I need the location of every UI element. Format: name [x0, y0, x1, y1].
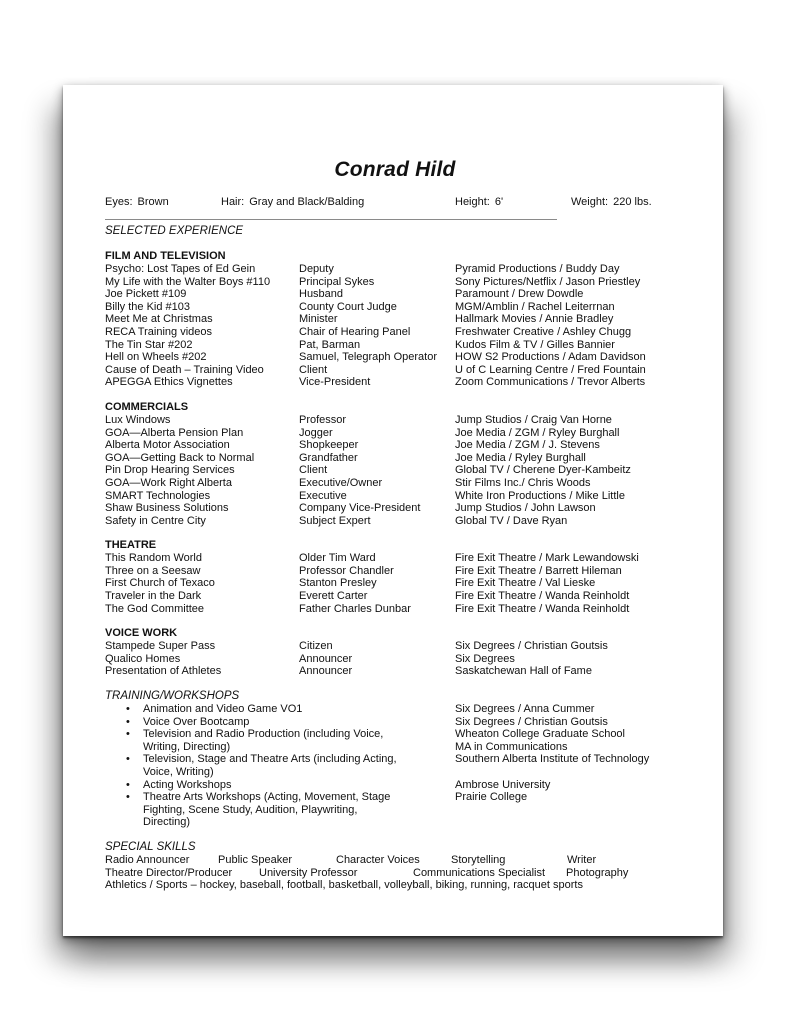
training-org-line: Six Degrees / Anna Cummer [455, 703, 595, 716]
role-cell: Announcer [299, 665, 353, 678]
experience-row [105, 515, 685, 528]
stat-value: 220 lbs. [613, 196, 652, 208]
experience-row [105, 665, 685, 678]
role-cell: Shopkeeper [299, 439, 359, 452]
training-item-text [105, 779, 455, 792]
production-cell: Shaw Business Solutions [105, 502, 229, 515]
company-cell: Zoom Communications / Trevor Alberts [455, 376, 646, 389]
training-heading: TRAINING/WORKSHOPS [105, 690, 240, 703]
stat-value: Gray and Black/Balding [249, 196, 365, 208]
training-item [105, 779, 685, 792]
production-cell: GOA—Getting Back to Normal [105, 451, 255, 464]
experience-row [105, 339, 685, 352]
section-heading: FILM AND TELEVISION [105, 250, 226, 262]
role-cell: Everett Carter [299, 590, 368, 603]
stat-label: Weight: [571, 196, 609, 208]
role-cell: Husband [299, 288, 344, 301]
bullet-icon: • [126, 728, 130, 741]
production-cell: Safety in Centre City [105, 514, 206, 527]
section-heading: THEATRE [105, 539, 157, 552]
role-cell: Client [299, 363, 328, 376]
production-cell: APEGGA Ethics Vignettes [105, 376, 233, 389]
stat-2 [455, 196, 503, 209]
company-cell: Kudos Film & TV / Gilles Bannier [455, 338, 615, 351]
training-org-line: Prairie College [455, 791, 528, 804]
experience-sections [105, 250, 685, 678]
skill-item: Character Voices [336, 853, 420, 866]
header-divider [105, 219, 557, 220]
company-cell: MGM/Amblin / Rachel Leiterrnan [455, 300, 615, 313]
experience-row [105, 653, 685, 666]
training-item-org [455, 779, 685, 792]
special-skills-row [105, 854, 685, 867]
section-heading: VOICE WORK [105, 627, 178, 640]
company-cell: Pyramid Productions / Buddy Day [455, 263, 620, 275]
role-cell: Announcer [299, 652, 353, 665]
production-cell: SMART Technologies [105, 489, 211, 502]
experience-row [105, 577, 685, 590]
experience-row [105, 502, 685, 515]
training-item-text [105, 728, 455, 753]
page-title: Conrad Hild [334, 158, 456, 181]
experience-row [105, 464, 685, 477]
training-org-line: Wheaton College Graduate School [455, 728, 625, 741]
stat-3 [571, 196, 652, 209]
company-cell: White Iron Productions / Mike Little [455, 489, 625, 502]
resume-page [63, 85, 723, 936]
production-cell: Pin Drop Hearing Services [105, 464, 235, 477]
role-cell: Executive/Owner [299, 476, 383, 489]
skill-item: Communications Specialist [413, 866, 546, 879]
training-item [105, 728, 685, 753]
experience-row [105, 414, 685, 427]
training-org-line: Southern Alberta Institute of Technology [455, 753, 650, 766]
role-cell: Citizen [299, 640, 333, 653]
experience-row [105, 301, 685, 314]
company-cell: Freshwater Creative / Ashley Chugg [455, 325, 632, 338]
bullet-icon: • [126, 778, 130, 791]
training-item-text [105, 716, 455, 729]
skill-item: Public Speaker [218, 853, 292, 866]
stat-0 [105, 196, 169, 209]
experience-row [105, 427, 685, 440]
training-item-label: Theatre Arts Workshops (Acting, Movement, Stage Fighting, Scene Study, Audition, Playwriting, Directing) [143, 791, 391, 829]
production-cell: Billy the Kid #103 [105, 300, 190, 313]
company-cell: HOW S2 Productions / Adam Davidson [455, 351, 646, 364]
selected-experience-label: SELECTED EXPERIENCE [105, 225, 244, 237]
production-cell: Meet Me at Christmas [105, 313, 213, 326]
special-skills-section [105, 841, 685, 892]
company-cell: Jump Studios / John Lawson [455, 502, 596, 515]
experience-section [105, 539, 685, 615]
experience-row [105, 313, 685, 326]
training-section [105, 690, 685, 829]
skill-item: Athletics / Sports – hockey, baseball, football, basketball, volleyball, biking, running, racquet sports [105, 879, 583, 892]
section-rows [105, 263, 685, 389]
training-org-line: Ambrose University [455, 778, 551, 791]
role-cell: Principal Sykes [299, 275, 375, 288]
role-cell: Chair of Hearing Panel [299, 325, 411, 338]
experience-row [105, 452, 685, 465]
role-cell: Minister [299, 313, 338, 326]
experience-row [105, 326, 685, 339]
production-cell: Stampede Super Pass [105, 640, 216, 653]
experience-row [105, 351, 685, 364]
training-item-text [105, 791, 455, 829]
role-cell: Stanton Presley [299, 577, 377, 590]
skill-item: University Professor [259, 866, 358, 879]
section-rows [105, 552, 685, 615]
bullet-icon: • [126, 791, 130, 804]
role-cell: Company Vice-President [299, 502, 421, 515]
stat-label: Eyes: [105, 196, 133, 208]
role-cell: Executive [299, 489, 347, 502]
special-skills-rows [105, 854, 685, 892]
company-cell: Joe Media / Ryley Burghall [455, 451, 586, 464]
experience-row [105, 490, 685, 503]
company-cell: U of C Learning Centre / Fred Fountain [455, 363, 646, 376]
company-cell: Jump Studios / Craig Van Horne [455, 413, 612, 426]
training-item-org [455, 716, 685, 729]
production-cell: The God Committee [105, 602, 205, 615]
section-rows [105, 640, 685, 678]
training-org-line: Six Degrees / Christian Goutsis [455, 715, 608, 728]
experience-row [105, 276, 685, 289]
role-cell: Samuel, Telegraph Operator [299, 351, 437, 364]
production-cell: Presentation of Athletes [105, 665, 222, 678]
experience-row [105, 565, 685, 578]
production-cell: The Tin Star #202 [105, 338, 193, 351]
experience-row [105, 288, 685, 301]
training-item-org [455, 791, 685, 829]
production-cell: Joe Pickett #109 [105, 288, 187, 301]
production-cell: Traveler in the Dark [105, 590, 202, 603]
training-org-line: MA in Communications [455, 740, 568, 753]
training-item [105, 703, 685, 716]
training-item-label: Television and Radio Production (including Voice, Writing, Directing) [143, 728, 384, 753]
skill-item: Theatre Director/Producer [105, 866, 233, 879]
training-item-label: Voice Over Bootcamp [143, 715, 250, 728]
experience-row [105, 364, 685, 377]
company-cell: Fire Exit Theatre / Val Lieske [455, 577, 596, 590]
company-cell: Fire Exit Theatre / Wanda Reinholdt [455, 590, 630, 603]
production-cell: Qualico Homes [105, 652, 181, 665]
company-cell: Paramount / Drew Dowdle [455, 288, 584, 301]
training-item-label: Animation and Video Game VO1 [143, 703, 303, 716]
skill-item: Photography [566, 866, 629, 879]
skill-item: Storytelling [451, 853, 506, 866]
experience-row [105, 590, 685, 603]
bullet-icon: • [126, 715, 130, 728]
training-item-text [105, 753, 455, 778]
section-heading: COMMERCIALS [105, 400, 189, 413]
stat-value: Brown [137, 196, 169, 208]
production-cell: GOA—Work Right Alberta [105, 476, 232, 489]
company-cell: Joe Media / ZGM / J. Stevens [455, 439, 600, 452]
production-cell: Three on a Seesaw [105, 564, 201, 577]
company-cell: Fire Exit Theatre / Wanda Reinholdt [455, 602, 630, 615]
special-skills-row [105, 879, 685, 892]
role-cell: County Court Judge [299, 300, 397, 313]
experience-row [105, 439, 685, 452]
company-cell: Sony Pictures/Netflix / Jason Priestley [455, 275, 641, 288]
experience-section [105, 627, 685, 678]
experience-row [105, 477, 685, 490]
training-item-org [455, 703, 685, 716]
company-cell: Global TV / Cherene Dyer-Kambeitz [455, 464, 631, 477]
training-item-org [455, 753, 685, 778]
production-cell: Hell on Wheels #202 [105, 351, 207, 364]
special-skills-row [105, 867, 685, 880]
training-item-text [105, 703, 455, 716]
company-cell: Joe Media / ZGM / Ryley Burghall [455, 426, 620, 439]
role-cell: Vice-President [299, 376, 371, 389]
bullet-icon: • [126, 753, 130, 766]
role-cell: Older Tim Ward [299, 552, 376, 565]
role-cell: Father Charles Dunbar [299, 602, 411, 615]
role-cell: Subject Expert [299, 514, 371, 527]
training-item [105, 753, 685, 778]
company-cell: Fire Exit Theatre / Barrett Hileman [455, 564, 622, 577]
experience-section [105, 401, 685, 527]
production-cell: GOA—Alberta Pension Plan [105, 426, 244, 439]
production-cell: Psycho: Lost Tapes of Ed Gein [105, 263, 256, 275]
role-cell: Pat, Barman [299, 338, 361, 351]
training-item-label: Television, Stage and Theatre Arts (including Acting, Voice, Writing) [143, 753, 397, 778]
production-cell: First Church of Texaco [105, 577, 215, 590]
role-cell: Professor Chandler [299, 564, 394, 577]
experience-row [105, 376, 685, 389]
physical-stats-row [105, 196, 685, 209]
production-cell: Alberta Motor Association [105, 439, 230, 452]
role-cell: Client [299, 464, 328, 477]
skill-item: Radio Announcer [105, 853, 190, 866]
experience-row [105, 640, 685, 653]
bullet-icon: • [126, 703, 130, 716]
company-cell: Hallmark Movies / Annie Bradley [455, 313, 614, 326]
company-cell: Six Degrees [455, 652, 515, 665]
production-cell: Lux Windows [105, 413, 171, 426]
training-item-label: Acting Workshops [143, 778, 232, 791]
production-cell: This Random World [105, 552, 202, 565]
company-cell: Fire Exit Theatre / Mark Lewandowski [455, 552, 639, 565]
role-cell: Jogger [299, 426, 333, 439]
training-item [105, 791, 685, 829]
company-cell: Global TV / Dave Ryan [455, 514, 568, 527]
role-cell: Deputy [299, 263, 334, 275]
experience-section [105, 250, 685, 389]
stat-label: Hair: [221, 196, 245, 208]
training-item [105, 716, 685, 729]
stat-1 [221, 196, 364, 209]
stat-value: 6' [494, 196, 504, 208]
role-cell: Professor [299, 413, 347, 426]
experience-row [105, 552, 685, 565]
skill-item: Writer [567, 853, 597, 866]
production-cell: RECA Training videos [105, 325, 212, 338]
role-cell: Grandfather [299, 451, 358, 464]
production-cell: Cause of Death – Training Video [105, 363, 264, 376]
company-cell: Six Degrees / Christian Goutsis [455, 640, 608, 653]
experience-row [105, 603, 685, 616]
training-item-org [455, 728, 685, 753]
company-cell: Saskatchewan Hall of Fame [455, 665, 592, 678]
training-items [105, 703, 685, 829]
company-cell: Stir Films Inc./ Chris Woods [455, 476, 591, 489]
stat-label: Height: [455, 196, 490, 208]
section-rows [105, 414, 685, 527]
special-skills-heading: SPECIAL SKILLS [105, 840, 196, 853]
experience-row [105, 263, 685, 276]
production-cell: My Life with the Walter Boys #110 [105, 275, 271, 288]
